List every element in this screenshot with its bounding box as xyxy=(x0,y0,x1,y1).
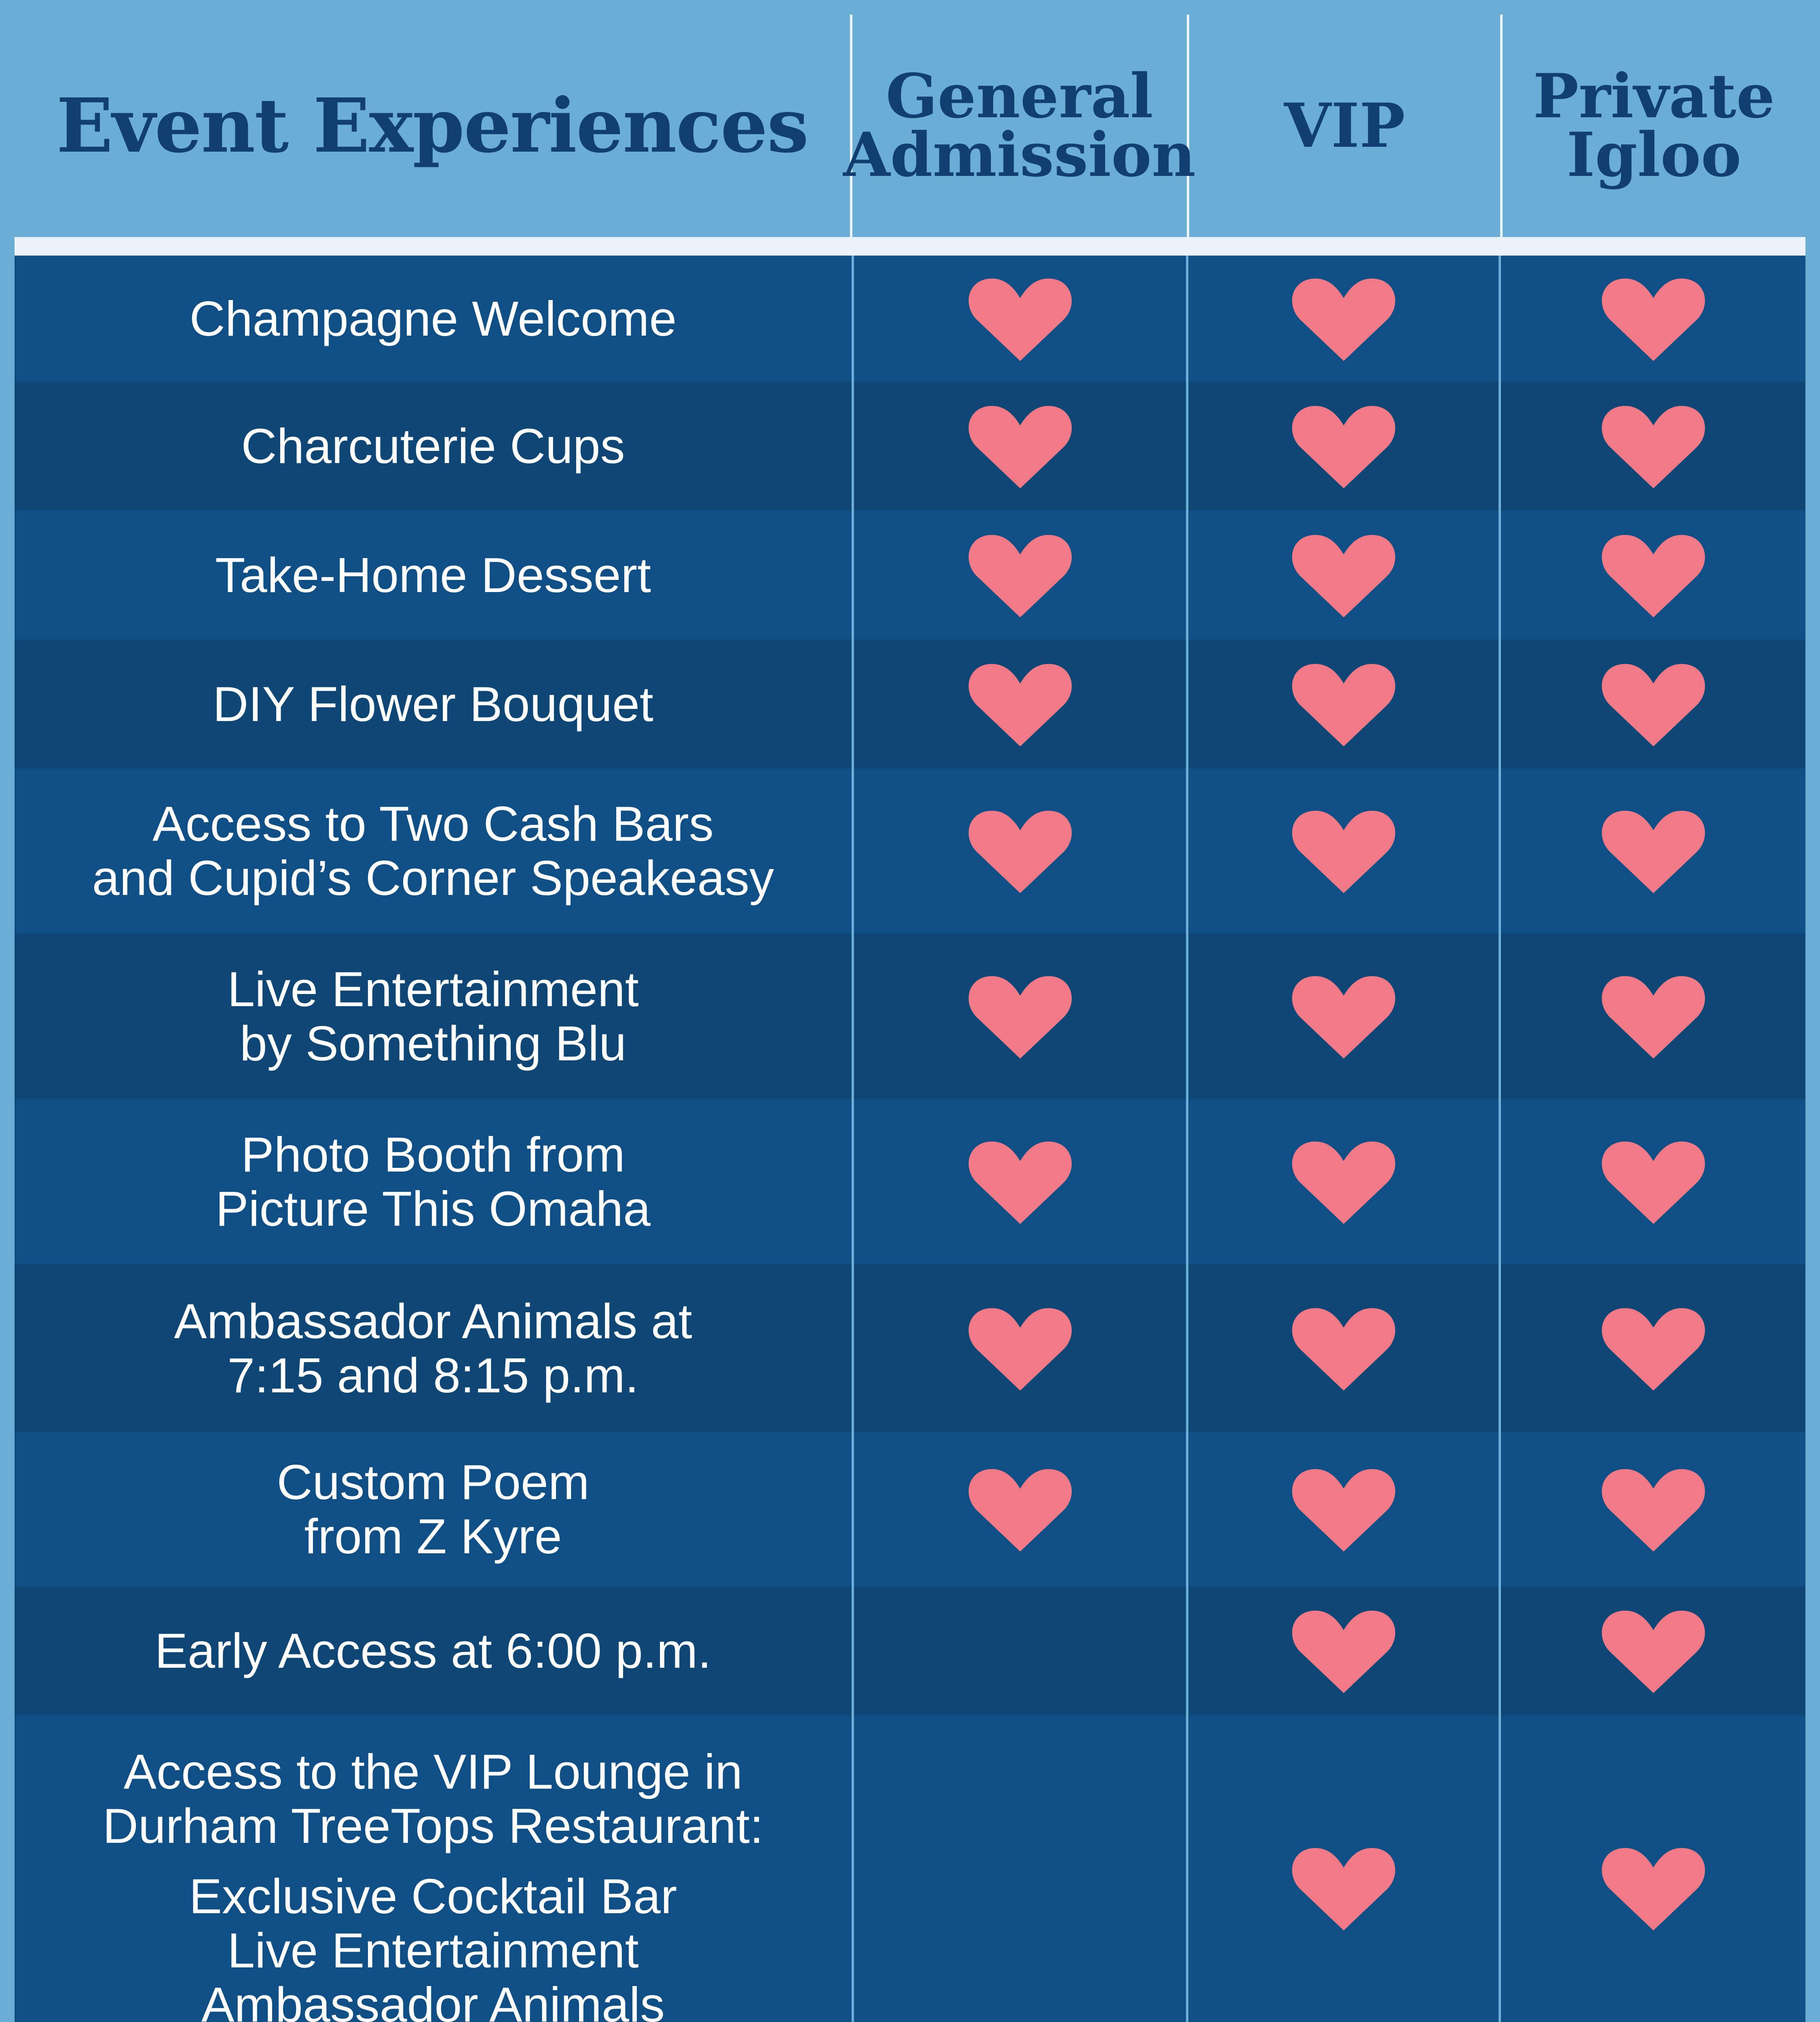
feature-line: Early Access at 6:00 p.m. xyxy=(154,1623,712,1678)
cell-private-igloo xyxy=(1501,768,1805,933)
cell-vip xyxy=(1188,768,1501,933)
feature-label xyxy=(15,1586,854,1715)
cell-private-igloo xyxy=(1501,256,1805,382)
heart-icon xyxy=(1599,806,1708,895)
table-row xyxy=(15,1586,1805,1715)
cell-vip xyxy=(1188,1099,1501,1264)
heart-icon xyxy=(1599,531,1708,620)
heart-icon xyxy=(1289,274,1398,363)
heart-icon xyxy=(1289,1137,1398,1226)
feature-line: Charcuterie Cups xyxy=(241,419,625,474)
heart-icon xyxy=(966,402,1075,491)
heart-icon xyxy=(966,1465,1075,1554)
table-row xyxy=(15,640,1805,768)
feature-line: from Z Kyre xyxy=(304,1509,562,1564)
cell-general-admission xyxy=(854,510,1188,640)
feature-label xyxy=(15,256,854,382)
cell-vip xyxy=(1188,640,1501,768)
table-row xyxy=(15,382,1805,510)
table-row xyxy=(15,1099,1805,1264)
heart-icon xyxy=(1289,660,1398,749)
heart-icon xyxy=(966,660,1075,749)
heart-icon xyxy=(1599,402,1708,491)
heart-icon xyxy=(966,806,1075,895)
cell-vip xyxy=(1188,1715,1501,2022)
feature-line: and Cupid’s Corner Speakeasy xyxy=(92,850,774,905)
feature-line: Take-Home Dessert xyxy=(215,548,651,603)
comparison-table xyxy=(15,15,1805,2022)
heart-icon xyxy=(1289,402,1398,491)
heart-icon xyxy=(1599,1465,1708,1554)
heart-icon xyxy=(1289,1465,1398,1554)
table-row xyxy=(15,1264,1805,1432)
cell-general-admission xyxy=(854,1715,1188,2022)
heart-icon xyxy=(1289,806,1398,895)
cell-general-admission xyxy=(854,768,1188,933)
heart-icon xyxy=(1599,1606,1708,1695)
feature-sub-line: Exclusive Cocktail Bar xyxy=(189,1869,677,1924)
cell-vip xyxy=(1188,1264,1501,1432)
cell-general-admission xyxy=(854,1586,1188,1715)
cell-vip xyxy=(1188,933,1501,1099)
cell-general-admission xyxy=(854,1264,1188,1432)
cell-vip xyxy=(1188,510,1501,640)
table-header xyxy=(15,15,1805,256)
feature-label xyxy=(15,768,854,933)
cell-general-admission xyxy=(854,256,1188,382)
heart-icon xyxy=(966,1137,1075,1226)
feature-label xyxy=(15,1432,854,1586)
feature-line: Ambassador Animals at xyxy=(174,1293,692,1349)
heart-icon xyxy=(1289,972,1398,1061)
heart-icon xyxy=(966,972,1075,1061)
cell-vip xyxy=(1188,1586,1501,1715)
heart-icon xyxy=(1599,660,1708,749)
feature-label xyxy=(15,640,854,768)
cell-general-admission xyxy=(854,1432,1188,1586)
header-vip: VIP xyxy=(1189,15,1503,237)
table-row xyxy=(15,1715,1805,2022)
feature-line: 7:15 and 8:15 p.m. xyxy=(227,1347,639,1403)
feature-line: Custom Poem xyxy=(277,1455,590,1510)
cell-vip xyxy=(1188,1432,1501,1586)
cell-private-igloo xyxy=(1501,510,1805,640)
heart-icon xyxy=(966,531,1075,620)
cell-general-admission xyxy=(854,640,1188,768)
cell-private-igloo xyxy=(1501,1432,1805,1586)
header-private-igloo: Private Igloo xyxy=(1533,61,1775,190)
table-row xyxy=(15,768,1805,933)
cell-private-igloo xyxy=(1501,1715,1805,2022)
cell-general-admission xyxy=(854,933,1188,1099)
heart-icon xyxy=(1599,1844,1708,1933)
cell-private-igloo xyxy=(1501,640,1805,768)
feature-label xyxy=(15,1099,854,1264)
cell-private-igloo xyxy=(1501,933,1805,1099)
header-title: Event Experiences xyxy=(15,15,852,237)
feature-line: Access to Two Cash Bars xyxy=(152,796,714,851)
cell-private-igloo xyxy=(1501,1099,1805,1264)
feature-label xyxy=(15,382,854,510)
heart-icon xyxy=(1289,1844,1398,1933)
feature-line: by Something Blu xyxy=(239,1016,627,1071)
feature-line: DIY Flower Bouquet xyxy=(213,677,653,732)
feature-label xyxy=(15,933,854,1099)
cell-general-admission xyxy=(854,1099,1188,1264)
header-general-admission: General Admission xyxy=(852,15,1189,237)
feature-sub-line: Ambassador Animals xyxy=(201,1977,665,2022)
heart-icon xyxy=(1289,531,1398,620)
feature-line: Champagne Welcome xyxy=(189,291,677,346)
cell-vip xyxy=(1188,382,1501,510)
feature-label xyxy=(15,1715,854,2022)
heart-icon xyxy=(1289,1304,1398,1393)
heart-icon xyxy=(966,274,1075,363)
table-row xyxy=(15,256,1805,382)
feature-line: Access to the VIP Lounge in xyxy=(123,1744,743,1799)
heart-icon xyxy=(1599,972,1708,1061)
cell-private-igloo xyxy=(1501,1586,1805,1715)
table-body xyxy=(15,256,1805,2022)
table-row xyxy=(15,1432,1805,1586)
cell-vip xyxy=(1188,256,1501,382)
feature-line: Live Entertainment xyxy=(227,962,639,1017)
cell-private-igloo xyxy=(1501,1264,1805,1432)
heart-icon xyxy=(1599,274,1708,363)
cell-private-igloo xyxy=(1501,382,1805,510)
heart-icon xyxy=(1599,1304,1708,1393)
table-row xyxy=(15,510,1805,640)
heart-icon xyxy=(1289,1606,1398,1695)
feature-line: Durham TreeTops Restaurant: xyxy=(102,1798,764,1853)
heart-icon xyxy=(966,1304,1075,1393)
feature-sub-line: Live Entertainment xyxy=(227,1923,639,1978)
feature-label xyxy=(15,1264,854,1432)
feature-label xyxy=(15,510,854,640)
feature-line: Picture This Omaha xyxy=(216,1181,651,1236)
heart-icon xyxy=(1599,1137,1708,1226)
feature-line: Photo Booth from xyxy=(241,1127,625,1182)
table-row xyxy=(15,933,1805,1099)
cell-general-admission xyxy=(854,382,1188,510)
